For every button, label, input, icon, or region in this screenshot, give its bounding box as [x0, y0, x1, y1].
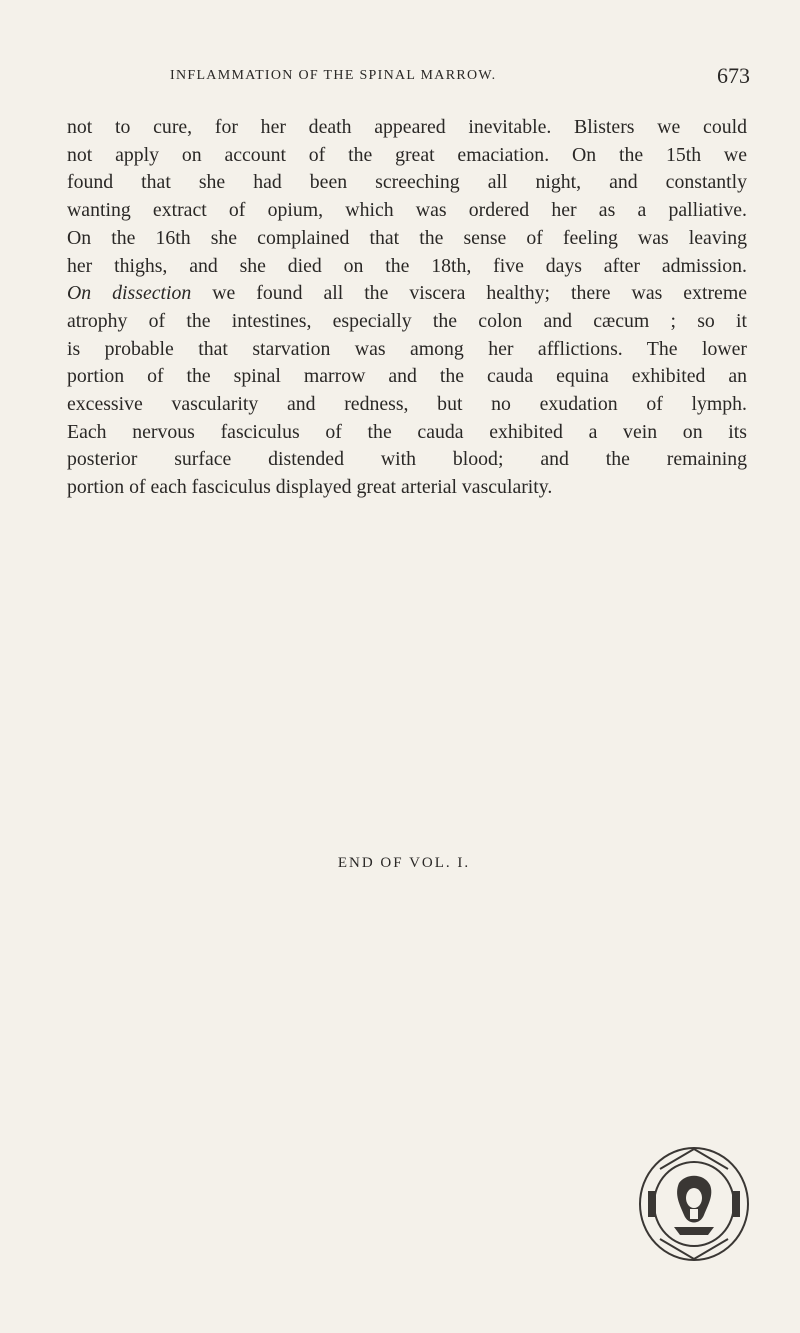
- text-line: found that she had been screeching all night, and constantly: [67, 171, 747, 194]
- page-number: 673: [717, 63, 750, 88]
- text-line: her thighs, and she died on the 18th, five days after admission.: [67, 254, 747, 277]
- text-line: not apply on account of the great emaciation. On the 15th we: [67, 143, 747, 166]
- running-head: [150, 63, 750, 96]
- text-line-rest: we found all the viscera healthy; there was extreme: [212, 282, 747, 305]
- text-line-with-italic: [67, 280, 747, 308]
- end-note-text: END OF VOL. I.: [337, 855, 471, 871]
- text-line: is probable that starvation was among her afflictions. The lower: [67, 337, 747, 360]
- stamp-graphic: [634, 1143, 754, 1265]
- library-stamp-icon: [634, 1143, 754, 1265]
- text-line: portion of each fasciculus displayed great arterial vascularity.: [67, 476, 553, 499]
- text-line: wanting extract of opium, which was ordered her as a palliative.: [67, 199, 747, 222]
- running-title: INFLAMMATION OF THE SPINAL MARROW.: [170, 68, 497, 83]
- body-paragraph: [67, 114, 747, 502]
- text-line: atrophy of the intestines, especially the colon and cæcum ; so it: [67, 309, 747, 332]
- text-line: posterior surface distended with blood; and the remaining: [67, 448, 747, 471]
- text-line: Each nervous fasciculus of the cauda exhibited a vein on its: [67, 420, 747, 443]
- text-line: not to cure, for her death appeared inevitable. Blisters we could: [67, 116, 747, 138]
- text-line: excessive vascularity and redness, but no exudation of lymph.: [67, 393, 747, 416]
- italic-lead: On dissection: [67, 282, 192, 305]
- text-line: portion of the spinal marrow and the cauda equina exhibited an: [67, 365, 747, 388]
- end-of-volume-note: [0, 855, 800, 872]
- text-line: On the 16th she complained that the sense of feeling was leaving: [67, 226, 747, 249]
